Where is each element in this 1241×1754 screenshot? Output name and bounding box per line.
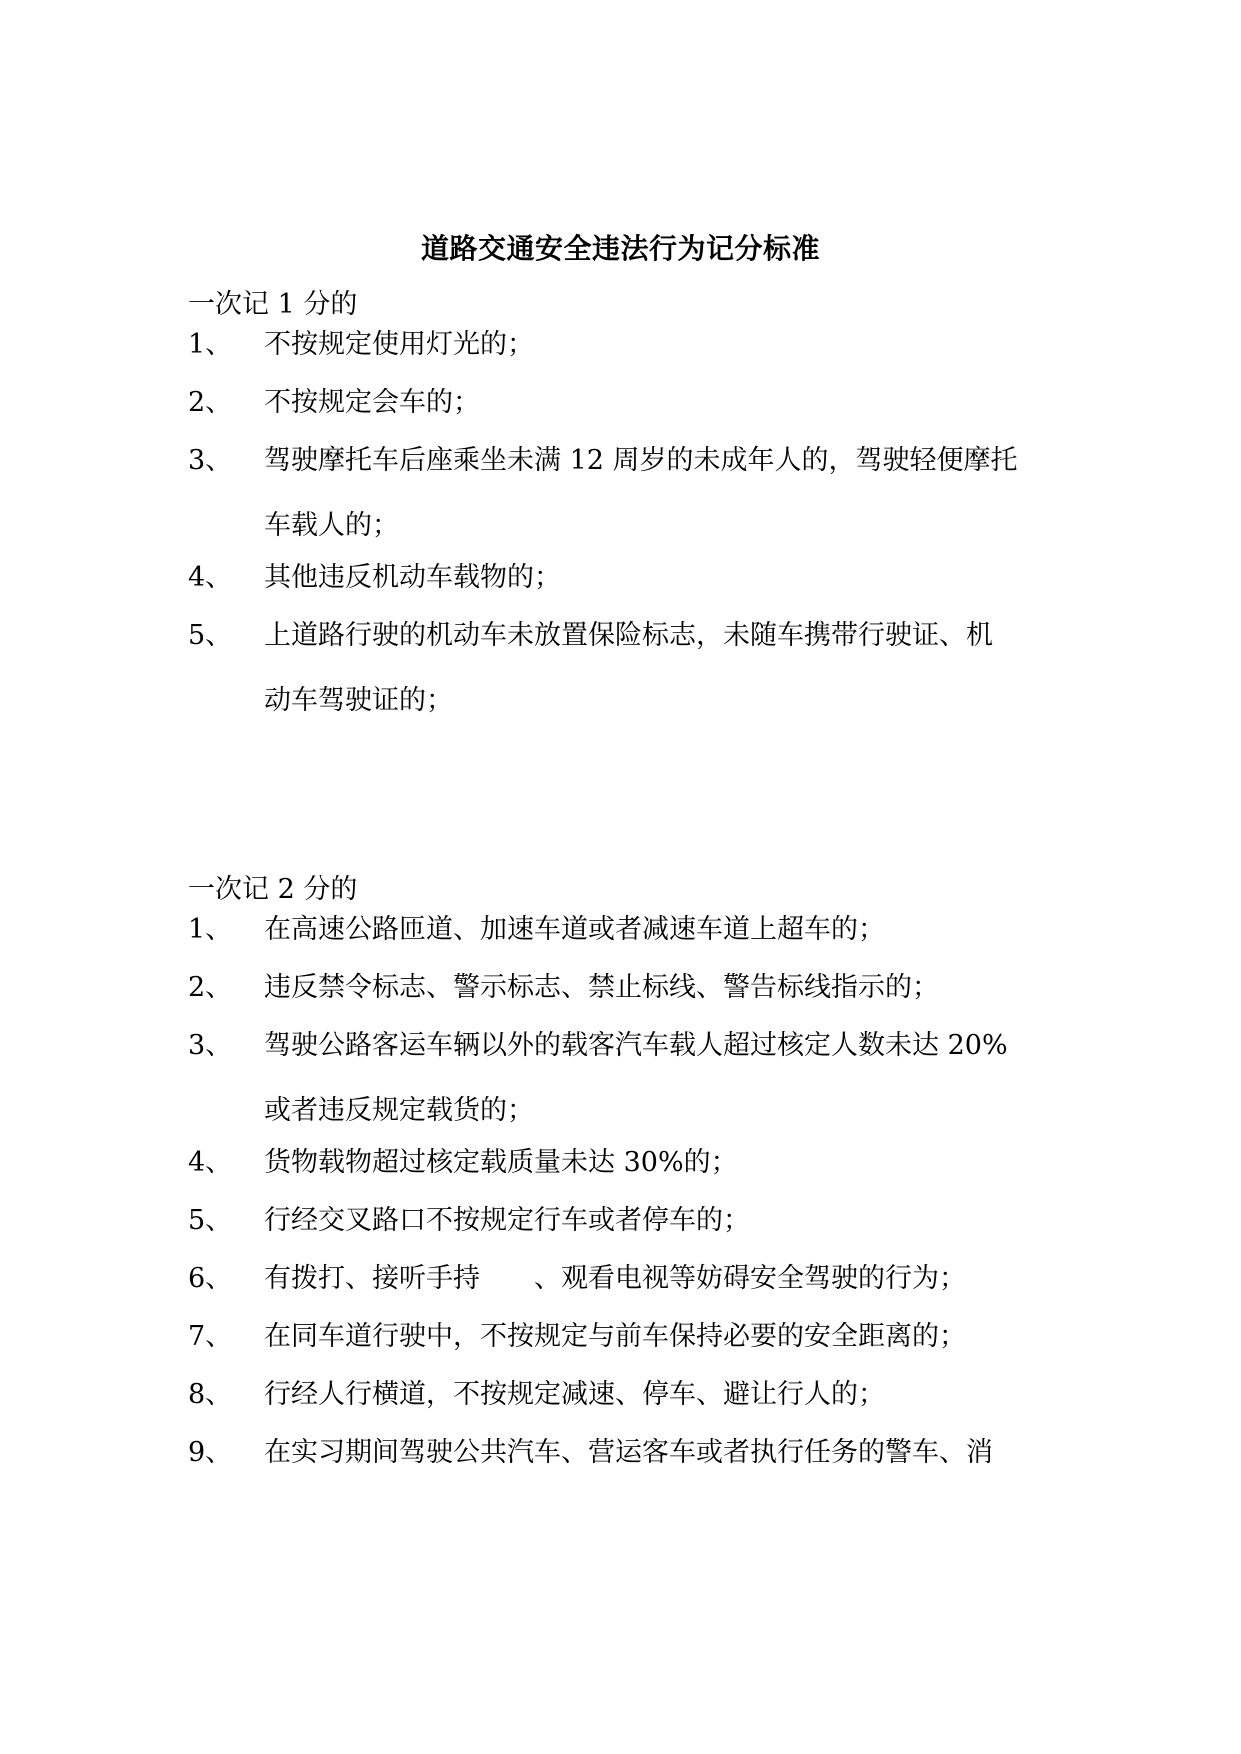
item-line: 有拨打、接听手持 、观看电视等妨碍安全驾驶的行为；	[264, 1263, 966, 1294]
item-text	[264, 1246, 1068, 1311]
item-line: 违反禁令标志、警示标志、禁止标线、警告标线指示的；	[264, 972, 939, 1003]
item-text	[264, 312, 1068, 377]
list-item	[188, 1130, 1068, 1195]
list-item	[188, 1362, 1068, 1427]
item-number: 4、	[188, 562, 233, 593]
item-number: 2、	[188, 972, 233, 1003]
item-text	[264, 1420, 1068, 1485]
section-heading-2-points: 一次记 2 分的	[188, 874, 358, 905]
item-line: 动车驾驶证的；	[264, 685, 453, 716]
item-text	[264, 1130, 1068, 1195]
item-number: 5、	[188, 1205, 233, 1236]
list-item	[188, 1013, 1068, 1143]
list-item	[188, 1246, 1068, 1311]
item-number: 1、	[188, 914, 233, 945]
item-line: 上道路行驶的机动车未放置保险标志，未随车携带行驶证、机	[264, 620, 993, 651]
list-item	[188, 955, 1068, 1020]
item-number: 7、	[188, 1321, 233, 1352]
list-item	[188, 897, 1068, 962]
list-item	[188, 603, 1068, 733]
item-number: 1、	[188, 329, 233, 360]
list-item	[188, 545, 1068, 610]
item-line: 在实习期间驾驶公共汽车、营运客车或者执行任务的警车、消	[264, 1437, 993, 1468]
item-text	[264, 1362, 1068, 1427]
item-text	[264, 603, 1068, 733]
item-line: 车载人的；	[264, 510, 399, 541]
item-line: 行经交叉路口不按规定行车或者停车的；	[264, 1205, 750, 1236]
item-text	[264, 955, 1068, 1020]
list-item	[188, 370, 1068, 435]
item-line: 在同车道行驶中，不按规定与前车保持必要的安全距离的；	[264, 1321, 966, 1352]
item-number: 8、	[188, 1379, 233, 1410]
item-text	[264, 1304, 1068, 1369]
item-text	[264, 545, 1068, 610]
item-number: 6、	[188, 1263, 233, 1294]
item-line: 行经人行横道，不按规定减速、停车、避让行人的；	[264, 1379, 885, 1410]
list-item	[188, 1304, 1068, 1369]
item-line: 货物载物超过核定载质量未达 30%的；	[264, 1147, 738, 1178]
item-text	[264, 370, 1068, 435]
item-number: 2、	[188, 387, 233, 418]
item-number: 4、	[188, 1147, 233, 1178]
item-number: 3、	[188, 1030, 233, 1061]
list-item	[188, 1420, 1068, 1485]
item-line: 驾驶摩托车后座乘坐未满 12 周岁的未成年人的，驾驶轻便摩托	[264, 445, 1018, 476]
item-text	[264, 428, 1068, 558]
item-line: 不按规定使用灯光的；	[264, 329, 534, 360]
list-item	[188, 312, 1068, 377]
item-line: 在高速公路匝道、加速车道或者减速车道上超车的；	[264, 914, 885, 945]
document-title: 道路交通安全违法行为记分标准	[420, 232, 820, 265]
list-item	[188, 428, 1068, 558]
item-number: 9、	[188, 1437, 233, 1468]
item-line: 驾驶公路客运车辆以外的载客汽车载人超过核定人数未达 20%	[264, 1030, 1008, 1061]
section-heading-1-point: 一次记 1 分的	[188, 289, 358, 320]
item-number: 5、	[188, 620, 233, 651]
item-text	[264, 1188, 1068, 1253]
item-line: 其他违反机动车载物的；	[264, 562, 561, 593]
list-item	[188, 1188, 1068, 1253]
item-line: 或者违反规定载货的；	[264, 1095, 534, 1126]
item-text	[264, 897, 1068, 962]
item-number: 3、	[188, 445, 233, 476]
item-text	[264, 1013, 1068, 1143]
item-line: 不按规定会车的；	[264, 387, 480, 418]
